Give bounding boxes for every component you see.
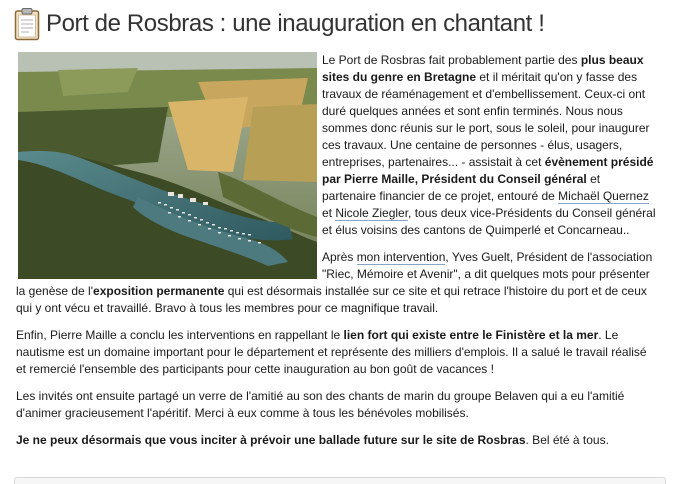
text: et partenaire financier de ce projet, entouré de — [322, 172, 601, 203]
text: Enfin, Pierre Maille a conclu les interventions en rappellant le — [16, 328, 344, 342]
title-row — [14, 6, 544, 42]
text: Les invités ont ensuite partagé un verre de l'amitié au son des chants de marin du groupe Belaven qui a eu l'amitié d'animer gracieusement l'apéritif. Merci à eux comme à tous les bénévoles mobilisés. — [16, 389, 625, 420]
text: . Bel été à tous. — [525, 433, 609, 447]
photo-spacer — [18, 52, 317, 279]
text: Après — [322, 250, 357, 264]
link-nicole-ziegler[interactable]: Nicole Ziegler — [335, 206, 409, 220]
bold-text: lien fort qui existe entre le Finistère et la mer — [343, 328, 599, 342]
bold-text: Je ne peux désormais que vous inciter à prévoir une ballade future sur le site de Rosbras — [16, 433, 526, 447]
paragraph-conclusion — [16, 327, 656, 378]
bold-text: exposition permanente — [93, 284, 225, 298]
text: , Yves Guelt, Président de l'association "Riec, Mémoire et Avenir", a dit quelques mots pour présenter la genèse de l' — [16, 250, 653, 298]
paragraph-aperitif — [16, 388, 656, 422]
text: et il méritait qu'on y fasse des travaux de réaménagement et d'embellissement. Ceux-ci ont duré quelques années et sont enfin terminés. Nous nous sommes donc réunis sur le port, sous le soleil, pour inaugurer ces travaux. Une centaine de personnes - élus, usagers, entreprises, partenaires... - assistait à cet — [322, 70, 650, 169]
clipboard-icon — [14, 7, 40, 41]
text: et — [322, 206, 336, 220]
text: . Le nautisme est un domaine important pour le département et représente des milliers d'emplois. Il a salué le travail réalisé et remercié l'ensemble des participants pour cette inauguration au bon goût de vacances ! — [16, 328, 647, 376]
text: , tous deux vice-Présidents du Conseil général et élus voisins des cantons de Quimperlé et Concarneau.. — [322, 206, 656, 237]
bold-text: plus beaux sites du genre en Bretagne — [322, 53, 644, 84]
link-michael-quernez[interactable]: Michaël Quernez — [558, 189, 649, 203]
page-title: Port de Rosbras : une inauguration en chantant ! — [46, 10, 545, 37]
link-mon-intervention[interactable]: mon intervention — [356, 250, 446, 264]
bold-text: évènement présidé par Pierre Maille, Président du Conseil général — [322, 155, 654, 186]
paragraph-closing — [16, 432, 656, 449]
text: Le Port de Rosbras fait probablement partie des — [322, 53, 581, 67]
text: qui est désormais installée sur ce site et qui retrace l'histoire du port et de ceux qui y ont vécu et travaillé. Bravo à tous les membres pour ce magnifique travail. — [16, 284, 647, 315]
article-body — [16, 52, 656, 459]
